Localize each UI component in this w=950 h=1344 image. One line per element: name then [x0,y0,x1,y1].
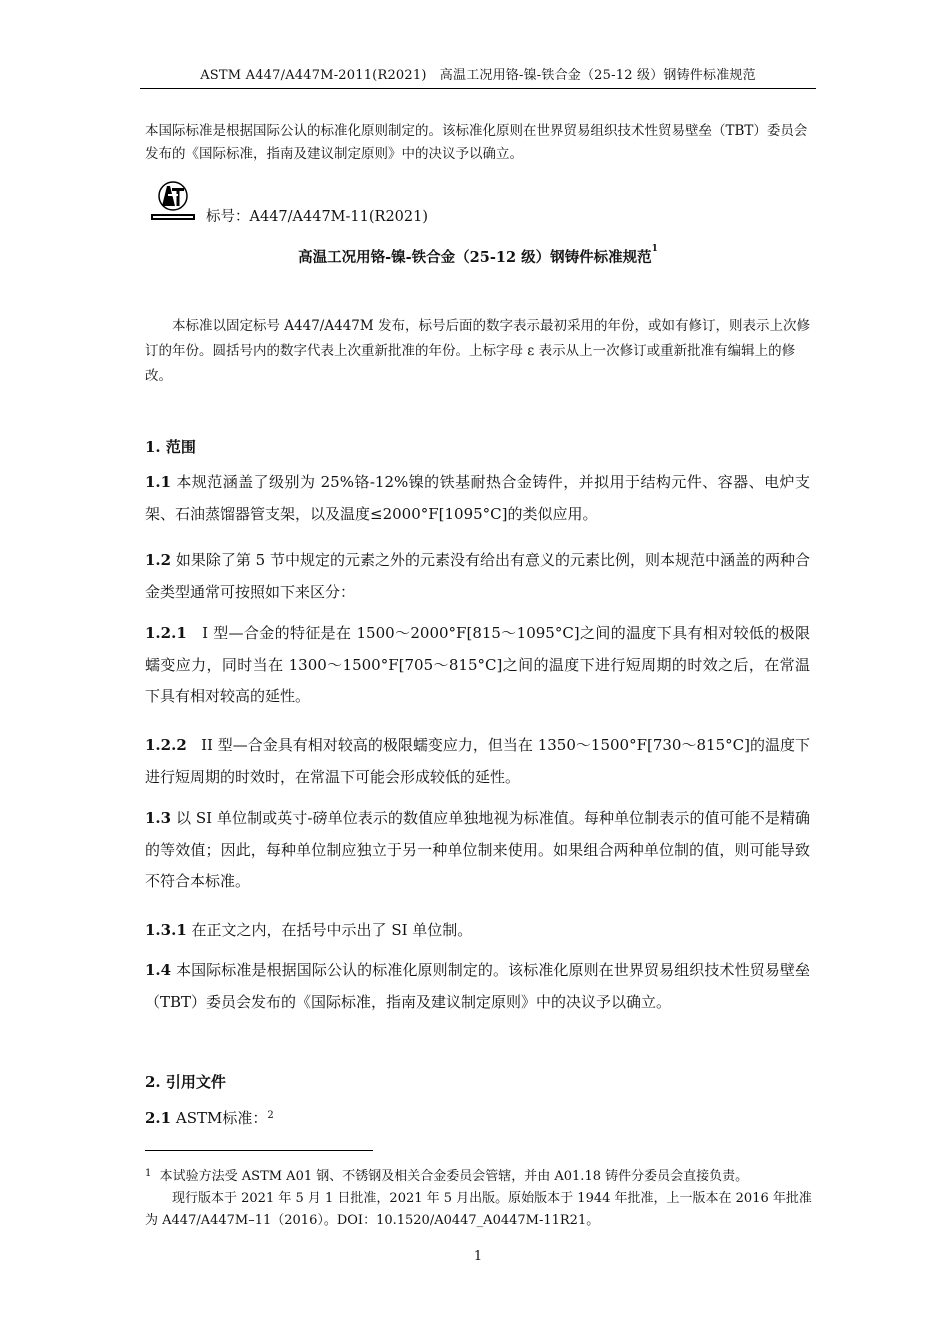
clause-text: 在正文之内，在括号中示出了 SI 单位制。 [191,921,473,939]
title-text: 高温工况用铬-镍-铁合金（25-12 级）钢铸件标准规范 [298,249,652,266]
document-title [140,246,816,267]
section-2-heading: 2. 引用文件 [145,1073,226,1091]
clause-1-3-1 [145,915,810,947]
clause-text: 本国际标准是根据国际公认的标准化原则制定的。该标准化原则在世界贸易组织技术性贸易壁垒（TBT）委员会发布的《国际标准，指南及建议制定原则》中的决议予以确立。 [145,961,810,1011]
title-footnote-mark: 1 [651,244,658,254]
designation: 标号：A447/A447M-11(R2021) [206,209,429,225]
clause-number: 2.1 [145,1109,172,1127]
footnote-ref-2: 2 [267,1110,274,1121]
clause-number: 1.1 [145,473,172,491]
clause-text: ASTM标准： [175,1109,268,1127]
clause-text: I 型—合金的特征是在 1500～2000°F[815～1095°C]之间的温度下具有相对较低的极限蠕变应力，同时当在 1300～1500°F[705～815°C]之间的温度下进行短周期的时效之后，在常温下具有相对较高的延性。 [145,624,810,705]
footnote-rule [145,1150,373,1151]
footnote-line-1: 本试验方法受 ASTM A01 钢、不锈钢及相关合金委员会管辖，并由 A01.18 铸件分委员会直接负责。 [159,1169,749,1184]
footnote-line-2: 现行版本于 2021 年 5 月 1 日批准，2021 年 5 月出版。原始版本于 1944 年批准，上一版本在 2016 年批准为 A447/A447M–11（2016）。DOI：10.1520/A0447_A0447M-11R21。 [145,1191,812,1228]
clause-text: 本规范涵盖了级别为 25%铬-12%镍的铁基耐热合金铸件，并拟用于结构元件、容器、电炉支架、石油蒸馏器管支架，以及温度≤2000°F[1095°C]的类似应用。 [145,473,810,523]
clause-text: 以 SI 单位制或英寸-磅单位表示的数值应单独地视为标准值。每种单位制表示的值可能不是精确的等效值；因此，每种单位制应独立于另一种单位制来使用。如果组合两种单位制的值，则可能导致不符合本标准。 [145,809,810,890]
section-1-heading: 1. 范围 [145,438,196,456]
clause-text: II 型—合金具有相对较高的极限蠕变应力，但当在 1350～1500°F[730～815°C]的温度下进行短周期的时效时，在常温下可能会形成较低的延性。 [145,736,810,786]
clause-1-2-2 [145,730,810,793]
clause-text: 如果除了第 5 节中规定的元素之外的元素没有给出有意义的元素比例，则本规范中涵盖的两种合金类型通常可按照如下来区分： [145,551,810,601]
page-number: 1 [473,1249,483,1264]
footnote-1 [145,1166,815,1188]
footnote-mark: 1 [145,1168,152,1179]
astm-logo-icon [150,180,196,224]
clause-number: 1.2.1 [145,624,187,642]
clause-number: 1.3 [145,809,172,827]
intro-paragraph: 本标准以固定标号 A447/A447M 发布，标号后面的数字表示最初采用的年份，或如有修订，则表示上次修订的年份。圆括号内的数字代表上次重新批准的年份。上标字母 ε 表示从上一次修订或重新批准有编辑上的修改。 [145,318,810,384]
clause-1-2-1 [145,618,810,713]
clause-2-1 [145,1103,810,1135]
clause-number: 1.2.2 [145,736,187,754]
header-rule [140,88,816,89]
clause-1-4 [145,955,810,1018]
clause-number: 1.4 [145,961,172,979]
clause-1-2 [145,545,810,608]
clause-number: 1.2 [145,551,172,569]
standards-notice: 本国际标准是根据国际公认的标准化原则制定的。该标准化原则在世界贸易组织技术性贸易壁垒（TBT）委员会发布的《国际标准，指南及建议制定原则》中的决议予以确立。 [145,123,808,162]
clause-1-1 [145,467,810,530]
clause-1-3 [145,803,810,898]
running-header: ASTM A447/A447M-2011(R2021) 高温工况用铬-镍-铁合金（25-12 级）钢铸件标准规范 [200,68,756,83]
clause-number: 1.3.1 [145,921,187,939]
